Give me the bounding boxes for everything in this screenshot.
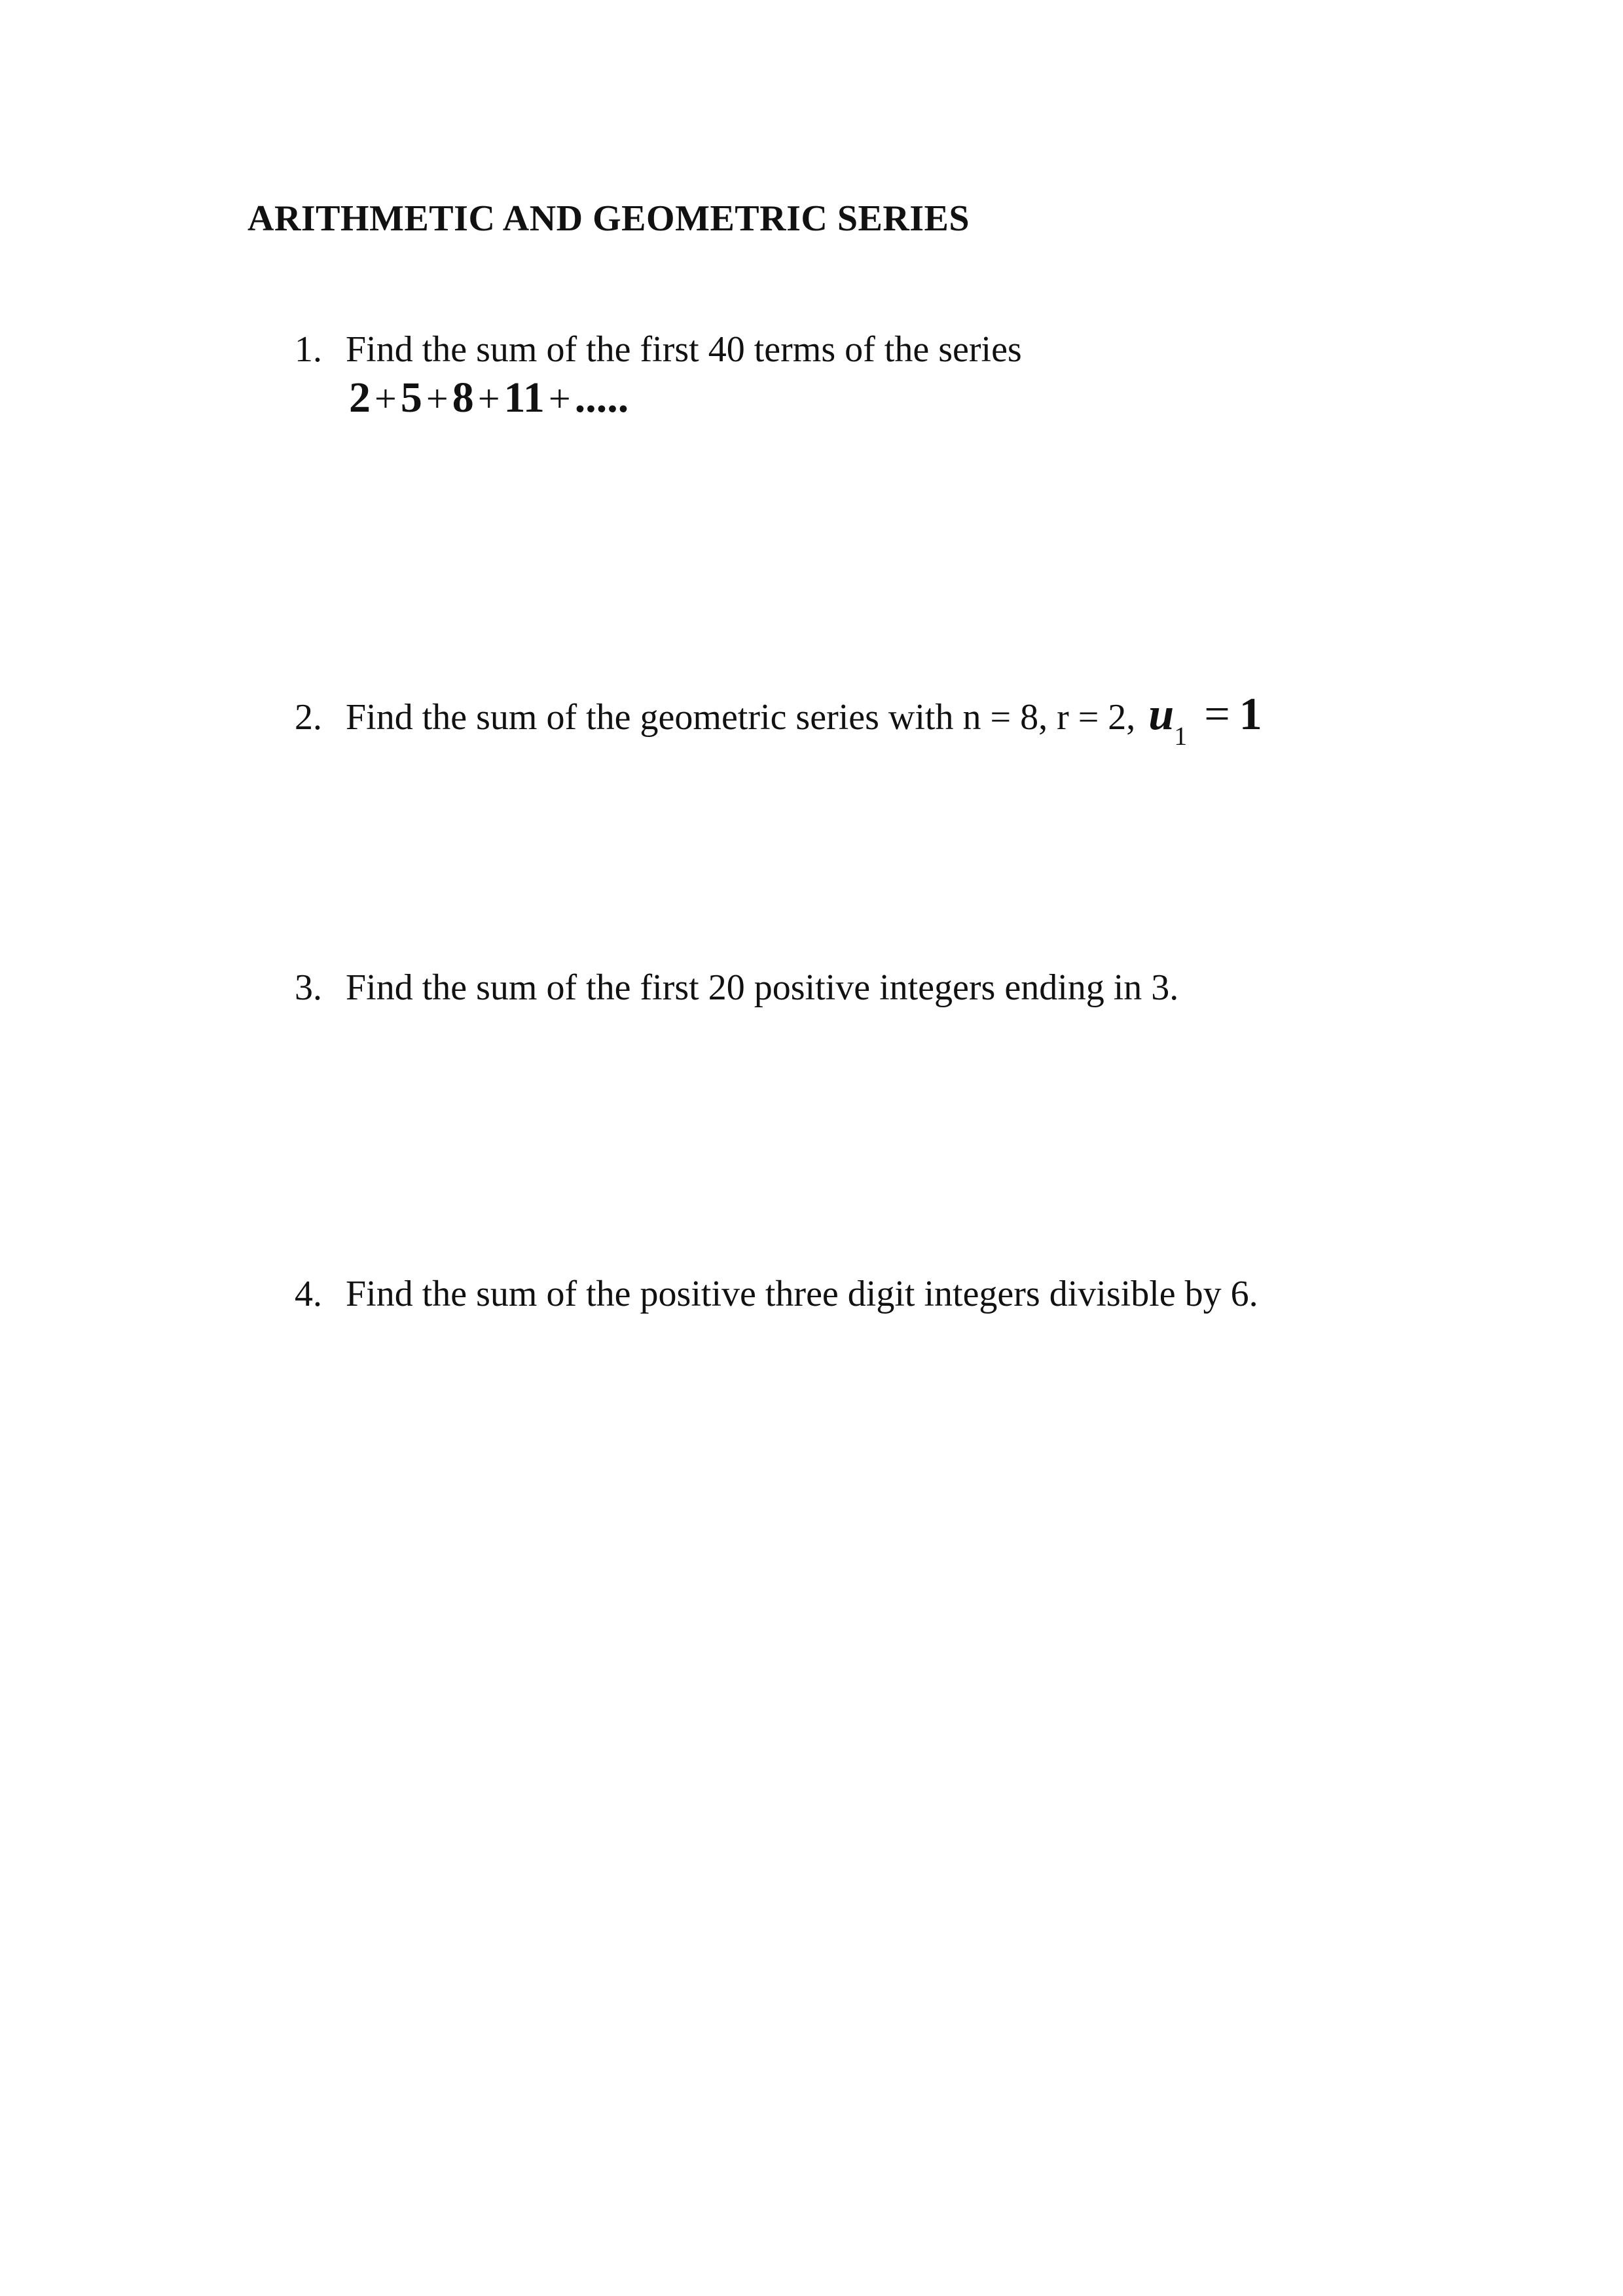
series-term: 8 (452, 374, 474, 422)
question-text: Find the sum of the positive three digit integers divisible by 6. (346, 1274, 1258, 1314)
page-title: ARITHMETIC AND GEOMETRIC SERIES (247, 198, 970, 239)
series-expression (349, 373, 629, 423)
formula-variable: u (1148, 689, 1175, 740)
first-term-formula (1148, 689, 1262, 751)
question-2 (295, 689, 1262, 751)
plus-operator: + (426, 377, 448, 420)
question-text: Find the sum of the geometric series with (346, 697, 954, 738)
question-3 (295, 967, 1178, 1009)
question-1 (295, 329, 1022, 370)
plus-operator: + (374, 377, 397, 420)
series-term: 5 (400, 374, 422, 422)
question-text: Find the sum of the first 40 terms of the series (346, 329, 1022, 370)
formula-value: 1 (1239, 689, 1262, 740)
formula-subscript: 1 (1174, 721, 1188, 751)
question-number: 3. (295, 967, 322, 1008)
question-number: 2. (295, 697, 322, 738)
series-term: 2 (349, 374, 371, 422)
question-number: 4. (295, 1274, 322, 1314)
question-4 (295, 1273, 1258, 1315)
plus-operator: + (548, 377, 571, 420)
plus-operator: + (477, 377, 500, 420)
question-text: Find the sum of the first 20 positive integers ending in 3. (346, 967, 1179, 1008)
series-parameters: n = 8, r = 2, (962, 697, 1136, 738)
formula-equals: = (1204, 689, 1230, 740)
series-term: 11 (503, 374, 545, 422)
series-ellipsis: ..... (574, 374, 629, 422)
question-number: 1. (295, 329, 322, 370)
